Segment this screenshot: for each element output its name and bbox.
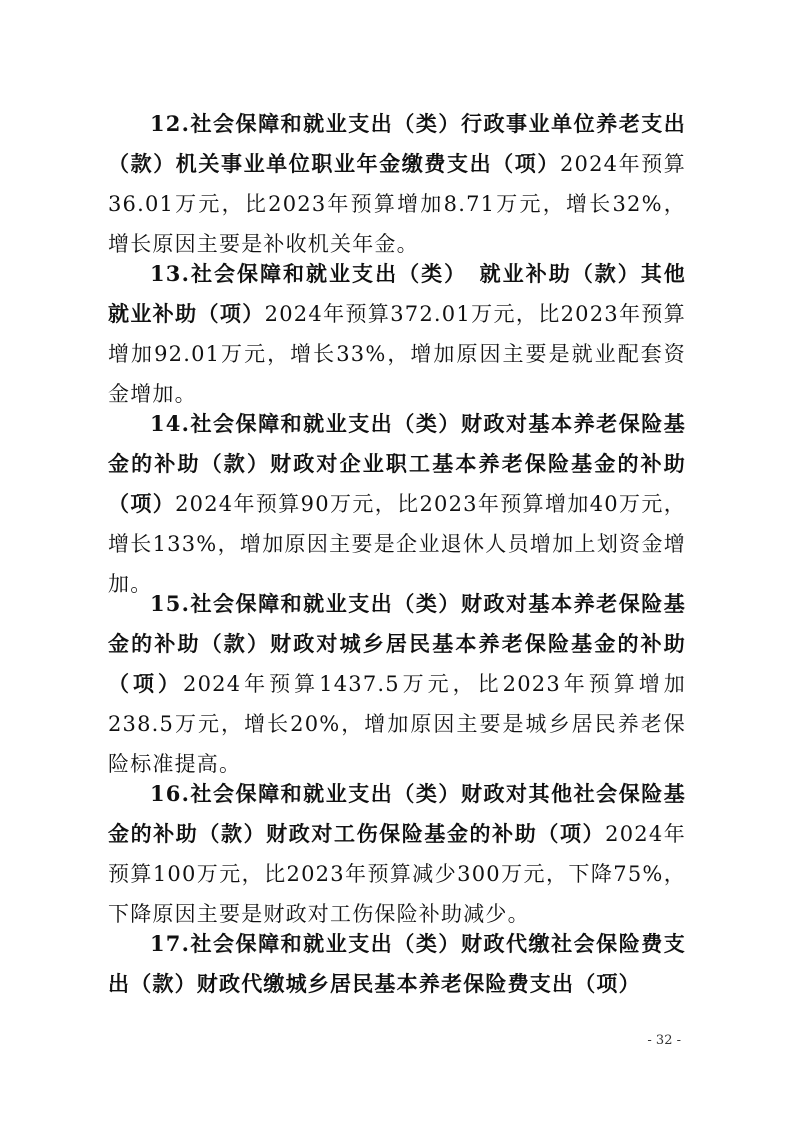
paragraph-body: 2024年预算1437.5万元，比2023年预算增加238.5万元，增长20%，增加原因主要是城乡居民养老保险标准提高。 — [108, 672, 686, 776]
page-number: - 32 - — [647, 1033, 681, 1048]
paragraph-body: 2024年预算90万元，比2023年预算增加40万元，增长133%，增加原因主要是企业退休人员增加上划资金增加。 — [108, 492, 686, 596]
paragraph-heading: 16.社会保障和就业支出（类）财政对其他社会保险基金的补助（款）财政对工伤保险基金的补助（项） — [108, 781, 686, 846]
paragraph-heading: 14.社会保障和就业支出（类）财政对基本养老保险基金的补助（款）财政对企业职工基本养老保险基金的补助（项） — [108, 411, 686, 516]
paragraph-heading: 15.社会保障和就业支出（类）财政对基本养老保险基金的补助（款）财政对城乡居民基本养老保险基金的补助（项） — [108, 591, 686, 696]
paragraph-heading: 12.社会保障和就业支出（类）行政事业单位养老支出（款）机关事业单位职业年金缴费支出（项） — [108, 111, 686, 176]
paragraph-16 — [108, 774, 686, 934]
paragraph-12 — [108, 104, 686, 264]
paragraph-body: 2024年预算100万元，比2023年预算减少300万元，下降75%，下降原因主要是财政对工伤保险补助减少。 — [108, 822, 686, 926]
paragraph-body: 2024年预算36.01万元，比2023年预算增加8.71万元，增长32%，增长原因主要是补收机关年金。 — [108, 152, 687, 256]
paragraph-14 — [108, 404, 686, 604]
paragraph-15 — [108, 584, 686, 784]
paragraph-17 — [108, 924, 686, 1004]
paragraph-body: 2024年预算372.01万元，比2023年预算增加92.01万元，增长33%，增加原因主要是就业配套资金增加。 — [108, 302, 686, 406]
paragraph-13 — [108, 254, 686, 414]
paragraph-heading: 17.社会保障和就业支出（类）财政代缴社会保险费支出（款）财政代缴城乡居民基本养老保险费支出（项） — [108, 931, 686, 996]
paragraph-heading: 13.社会保障和就业支出（类） 就业补助（款）其他就业补助（项） — [108, 261, 686, 326]
